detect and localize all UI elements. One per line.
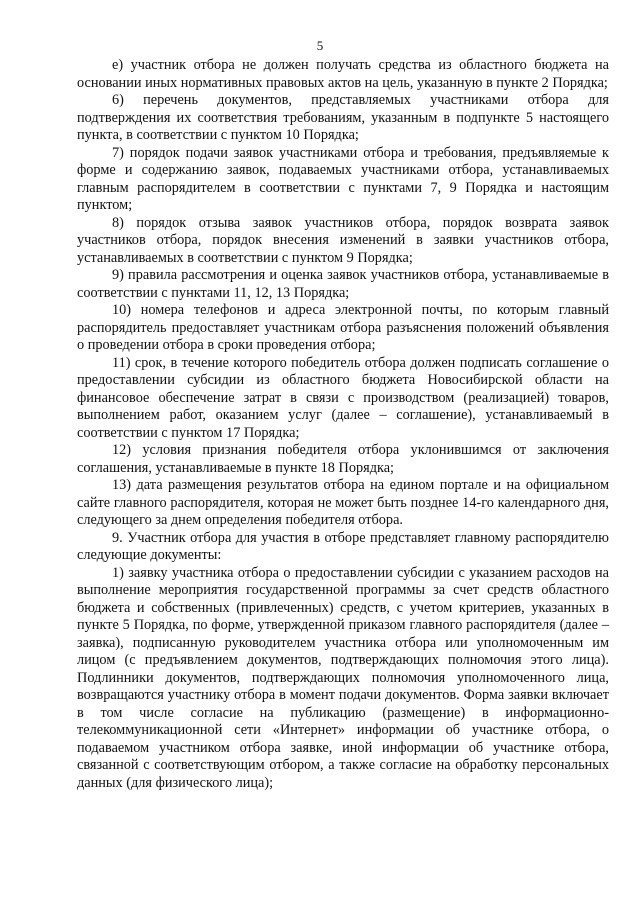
paragraph-section-9: 9. Участник отбора для участия в отборе представляет главному распорядителю следующие документы: (77, 529, 609, 563)
paragraph-item-7: 7) порядок подачи заявок участниками отбора и требования, предъявляемые к форме и содержанию заявок, подаваемых участниками отбора, устанавливаемых главным распорядителем в соответствии с пунктами 7, 9 Порядка и настоящим пунктом; (77, 144, 609, 213)
paragraph-section-9-item-1: 1) заявку участника отбора о предоставлении субсидии с указанием расходов на выполнение мероприятия государственной программы за счет средств областного бюджета и собственных (привлеченных) средств, с учетом критериев, указанных в пункте 5 Порядка, по форме, утвержденной приказом главного распорядителя (далее – заявка), подписанную руководителем участника отбора или уполномоченным им лицом (с предъявлением документов, подтверждающих полномочия этого лица). Подлинники документов, подтверждающих полномочия уполномоченного лица, возвращаются участнику отбора в момент подачи документов. Форма заявки включает в том числе согласие на публикацию (размещение) в информационно-телекоммуникационной сети «Интернет» информации об участнике отбора, о подаваемом участником отбора заявке, иной информации об участнике отбора, связанной с соответствующим отбором, а также согласие на обработку персональных данных (для физического лица); (77, 564, 609, 791)
paragraph-item-9: 9) правила рассмотрения и оценка заявок участников отбора, устанавливаемые в соответствии с пунктами 11, 12, 13 Порядка; (77, 267, 609, 301)
paragraph-item-13: 13) дата размещения результатов отбора на едином портале и на официальном сайте главного распорядителя, которая не может быть позднее 14-го календарного дня, следующего за днем определения победителя отбора. (77, 477, 609, 528)
paragraph-item-11: 11) срок, в течение которого победитель отбора должен подписать соглашение о предоставлении субсидии из областного бюджета Новосибирской области на финансовое обеспечение затрат в связи с производством (реализацией) товаров, выполнением работ, оказанием услуг (далее – соглашение), устанавливаемый в соответствии с пунктом 17 Порядка; (77, 354, 609, 441)
paragraph-item-10: 10) номера телефонов и адреса электронной почты, по которым главный распорядитель предоставляет участникам отбора разъяснения положений объявления о проведении отбора в сроки проведения отбора; (77, 302, 609, 353)
paragraph-e: е) участник отбора не должен получать средства из областного бюджета на основании иных нормативных правовых актов на цель, указанную в пункте 2 Порядка; (77, 57, 609, 91)
page-number: 5 (316, 38, 324, 53)
document-body (77, 57, 609, 792)
paragraph-item-6: 6) перечень документов, представляемых участниками отбора для подтверждения их соответствия требованиям, указанным в подпункте 5 настоящего пункта, в соответствии с пунктом 10 Порядка; (77, 92, 609, 143)
paragraph-item-8: 8) порядок отзыва заявок участников отбора, порядок возврата заявок участников отбора, порядок внесения изменений в заявки участников отбора, устанавливаемых в соответствии с пунктом 9 Порядка; (77, 214, 609, 266)
paragraph-item-12: 12) условия признания победителя отбора уклонившимся от заключения соглашения, устанавливаемые в пункте 18 Порядка; (77, 442, 609, 476)
